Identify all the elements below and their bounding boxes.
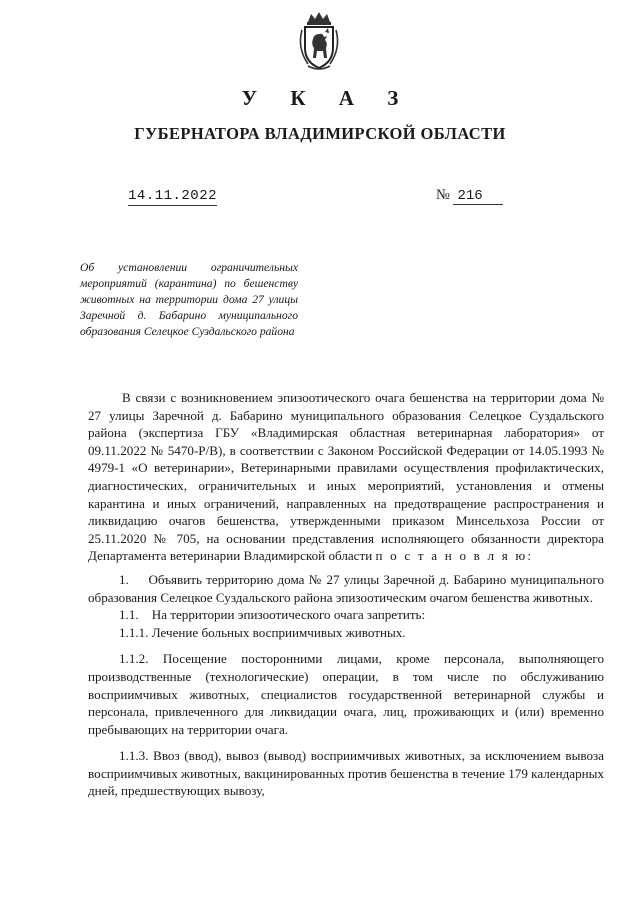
vladimir-region-coat-of-arms-emblem: [294, 10, 344, 72]
decree-number-block: [436, 187, 503, 205]
item-1-1-2: 1.1.2. Посещение посторонними лицами, кроме персонала, выполняющего производственные (технологические) операции, в том числе по обслуживанию восприимчивых животных, специалистов государственной ветеринарной службы и персонала, привлеченного для ликвидации очага, лиц, проживающих и (или) временно пребывающих на территории очага.: [88, 651, 604, 737]
item-1: 1. Объявить территорию дома № 27 улицы Заречной д. Бабарино муниципального образования Селецкое Суздальского района эпизоотическим очагом бешенства животных.: [88, 571, 604, 605]
preamble-text: В связи с возникновением эпизоотического очага бешенства на территории дома № 27 улицы Заречной д. Бабарино муниципального образования Селецкое Суздальского района (экспертиза ГБУ «Владимирская областная ветеринарная лаборатория» от 09.11.2022 № 5470-Р/В), в соответствии с Законом Российской Федерации от 14.05.1993 № 4979-1 «О ветеринарии», Ветеринарными правилами осуществления профилактических, диагностических, ограничительных и иных мероприятий, установления и отмены карантина и иных ограничений, направленных на предотвращение распространения и ликвидацию очагов бешенства, утвержденными приказом Минсельхоза России от 25.11.2020 № 705, на основании представления исполняющего обязанности директора Департамента ветеринарии Владимирской области: [88, 390, 604, 564]
item-1-1-3: 1.1.3. Ввоз (ввод), вывоз (вывод) восприимчивых животных, за исключением вывоза восприимчивых животных, вакцинированных против бешенства в течение 179 календарных дней, предшествующих вывозу,: [88, 748, 604, 799]
document-title: У К А З: [241, 86, 413, 110]
item-1-1: 1.1. На территории эпизоотического очага запретить:: [119, 607, 426, 623]
number-sign: №: [436, 187, 450, 203]
item-1-1-1: 1.1.1. Лечение больных восприимчивых животных.: [119, 624, 406, 640]
document-body: [88, 389, 604, 800]
decree-date: 14.11.2022: [128, 188, 218, 204]
preamble-paragraph: [88, 389, 604, 565]
decree-number: 216: [453, 188, 503, 205]
document-issuer: ГУБЕРНАТОРА ВЛАДИМИРСКОЙ ОБЛАСТИ: [134, 124, 506, 143]
decree-subject: Об установлении ограничительных мероприятий (карантина) по бешенству животных на территории дома 27 улицы Заречной д. Бабарино муниципального образования Селецкое Суздальского района: [80, 261, 298, 338]
decree-word: п о с т а н о в л я ю:: [375, 548, 534, 564]
